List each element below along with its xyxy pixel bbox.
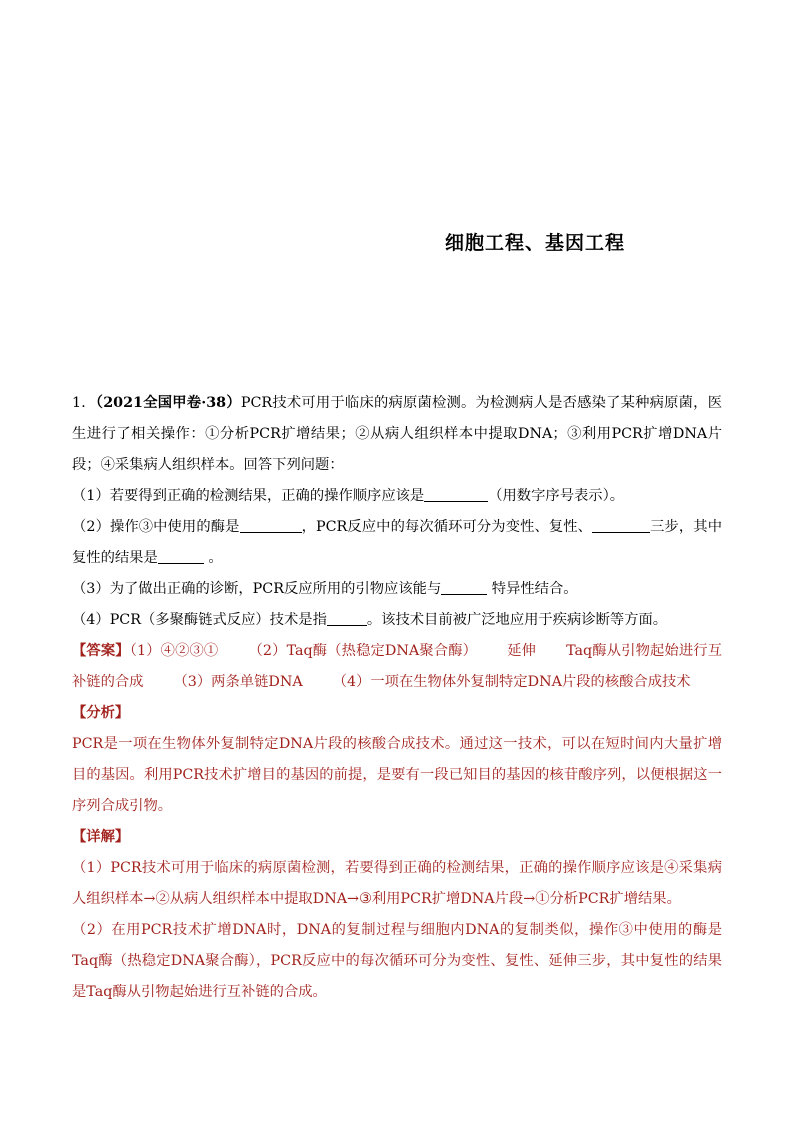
q2-text-d: 。 [208,550,223,566]
answer-blank [441,580,487,595]
page-title: 细胞工程、基因工程 [445,232,626,254]
question-stem [72,388,722,481]
question-number: 1． [72,395,96,411]
answer-blank [240,518,302,533]
q2-text-c: 三步，其中复性的结果是 [72,519,722,566]
q3-text-a: （3）为了做出正确的诊断，PCR反应所用的引物应该能与 [72,581,442,597]
answer-section [72,636,722,698]
answer-blank [158,549,204,564]
sub-question-3 [72,574,722,605]
q2-text-b: ，PCR反应中的每次循环可分为变性、复性、 [301,519,593,535]
q4-text-b: 。该技术目前被广泛地应用于疾病诊断等方面。 [366,612,668,628]
answer-6: （4）一项在生物体外复制特定DNA片段的核酸合成技术 [332,674,691,690]
answer-blank [592,518,650,533]
q3-text-b: 特异性结合。 [491,581,578,597]
answer-5: （3）两条单链DNA [173,674,303,690]
sub-question-1 [72,481,722,512]
question-source: （2021全国甲卷·38） [95,395,241,411]
answer-3: 延伸 [507,643,537,659]
stem-text: PCR技术可用于临床的病原菌检测。为检测病人是否感染了某种病原菌，医生进行了相关操作：①分析PCR扩增结果；②从病人组织样本中提取DNA；③利用PCR扩增DNA片段；④采集病人组织样本。回答下列问题： [72,395,722,473]
q4-text-a: （4）PCR（多聚酶链式反应）技术是指 [72,612,327,628]
answer-2: （2）Taq酶（热稳定DNA聚合酶） [248,643,478,659]
q2-text-a: （2）操作③中使用的酶是 [72,519,240,535]
answer-blank [424,487,488,502]
answer-label: 【答案】 [72,643,130,659]
answer-blank [327,611,367,626]
sub-question-2 [72,512,722,574]
answer-1: （1）④②③① [129,643,219,659]
detail-paragraph-2: （2）在用PCR技术扩增DNA时，DNA的复制过程与细胞内DNA的复制类似，操作③中使用的酶是Taq酶（热稳定DNA聚合酶），PCR反应中的每次循环可分为变性、复性、延伸三步，其中复性的结果是Taq酶从引物起始进行互补链的合成。 [72,922,722,1000]
detail-paragraph-1: （1）PCR技术可用于临床的病原菌检测，若要得到正确的检测结果，正确的操作顺序应该是④采集病人组织样本→②从病人组织样本中提取DNA→③利用PCR扩增DNA片段→①分析PCR扩增结果。 [72,860,722,907]
sub-question-4 [72,605,722,636]
q1-text-b: （用数字序号表示）。 [488,488,625,504]
analysis-label: 【分析】 [72,705,130,721]
q1-text-a: （1）若要得到正确的检测结果，正确的操作顺序应该是 [72,488,425,504]
analysis-text: PCR是一项在生物体外复制特定DNA片段的核酸合成技术。通过这一技术，可以在短时间内大量扩增目的基因。利用PCR技术扩增目的基因的前提，是要有一段已知目的基因的核苷酸序列，以便根据这一序列合成引物。 [72,736,722,814]
detail-label: 【详解】 [72,829,130,845]
question-content [72,388,722,1008]
answer-4: Taq酶从引物起始进行互补链的合成 [72,643,723,690]
